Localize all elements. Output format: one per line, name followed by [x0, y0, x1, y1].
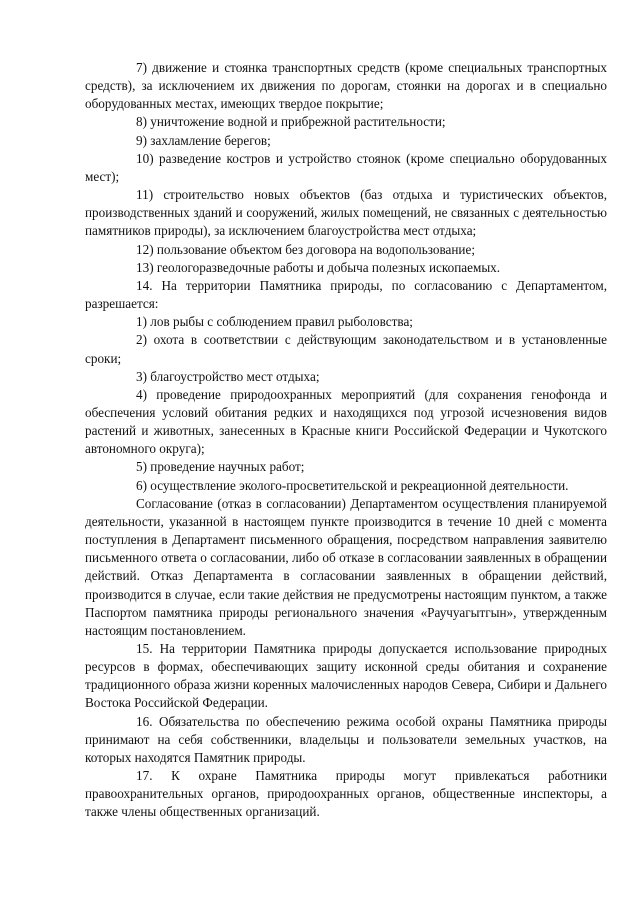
- paragraph-item-13-geology: 13) геологоразведочные работы и добыча полезных ископаемых.: [136, 259, 501, 275]
- paragraph-permitted-5-research: 5) проведение научных работ;: [136, 459, 305, 475]
- paragraph-item-9-littering: 9) захламление берегов;: [136, 132, 271, 148]
- paragraph-permitted-2-hunting: 2) охота в соответствии с действующим законодательством и в установленные сроки;: [85, 332, 607, 366]
- paragraph-clause-17: 17. К охране Памятника природы могут привлекаться работники правоохранительных органов, природоохранных органов, общественные инспекторы, а также члены общественных организаций.: [85, 768, 607, 820]
- paragraph-item-7-vehicles: 7) движение и стоянка транспортных средств (кроме специальных транспортных средств), за исключением их движения по дорогам, стоянки на дорогах и в специально оборудованных местах, имеющих твердое покрытие;: [85, 60, 607, 112]
- document-body: [85, 59, 607, 822]
- paragraph-clause-14: 14. На территории Памятника природы, по согласованию с Департаментом, разрешается:: [85, 277, 607, 312]
- paragraph-permitted-3-improvement: 3) благоустройство мест отдыха;: [136, 368, 320, 384]
- paragraph-permitted-1-fishing: 1) лов рыбы с соблюдением правил рыболовства;: [136, 314, 413, 330]
- paragraph-item-12-water-use: 12) пользование объектом без договора на водопользование;: [136, 241, 476, 257]
- paragraph-permitted-6-education: 6) осуществление эколого-просветительской и рекреационной деятельности.: [136, 477, 569, 493]
- paragraph-clause-15: 15. На территории Памятника природы допускается использование природных ресурсов в формах, обеспечивающих защиту исконной среды обитания и сохранение традиционного образа жизни коренных малочисленных народов Севера, Сибири и Дальнего Востока Российской Федерации.: [85, 641, 607, 711]
- paragraph-permitted-4-conservation: 4) проведение природоохранных мероприятий (для сохранения генофонда и обеспечения условий обитания редких и находящихся под угрозой исчезновения видов растений и животных, занесенных в Красные книги Российской Федерации и Чукотского автономного округа);: [85, 386, 607, 457]
- paragraph-item-10-fires: 10) разведение костров и устройство стоянок (кроме специально оборудованных мест);: [85, 150, 607, 184]
- paragraph-item-11-construction: 11) строительство новых объектов (баз отдыха и туристических объектов, производственных зданий и сооружений, жилых помещений, не связанных с деятельностью памятников природы), за исключением благоустройства мест отдыха;: [85, 187, 607, 239]
- paragraph-item-8-vegetation: 8) уничтожение водной и прибрежной растительности;: [136, 114, 446, 130]
- paragraph-approval-procedure: Согласование (отказ в согласовании) Департаментом осуществления планируемой деятельности, указанной в настоящем пункте производится в течение 10 дней с момента поступления в Департамент письменного обращения, посредством направления заявителю письменного ответа о согласовании, либо об отказе в согласовании заявленных в обращении действий. Отказ Департамента в согласовании заявленных в обращении действий, производится в случае, если такие действия не предусмотрены настоящим пунктом, а также Паспортом памятника природы регионального значения «Раучуагытгын», утвержденным настоящим постановлением.: [85, 495, 607, 638]
- paragraph-clause-16: 16. Обязательства по обеспечению режима особой охраны Памятника природы принимают на себя собственники, владельцы и пользователи земельных участков, на которых находятся Памятник природы.: [85, 713, 607, 765]
